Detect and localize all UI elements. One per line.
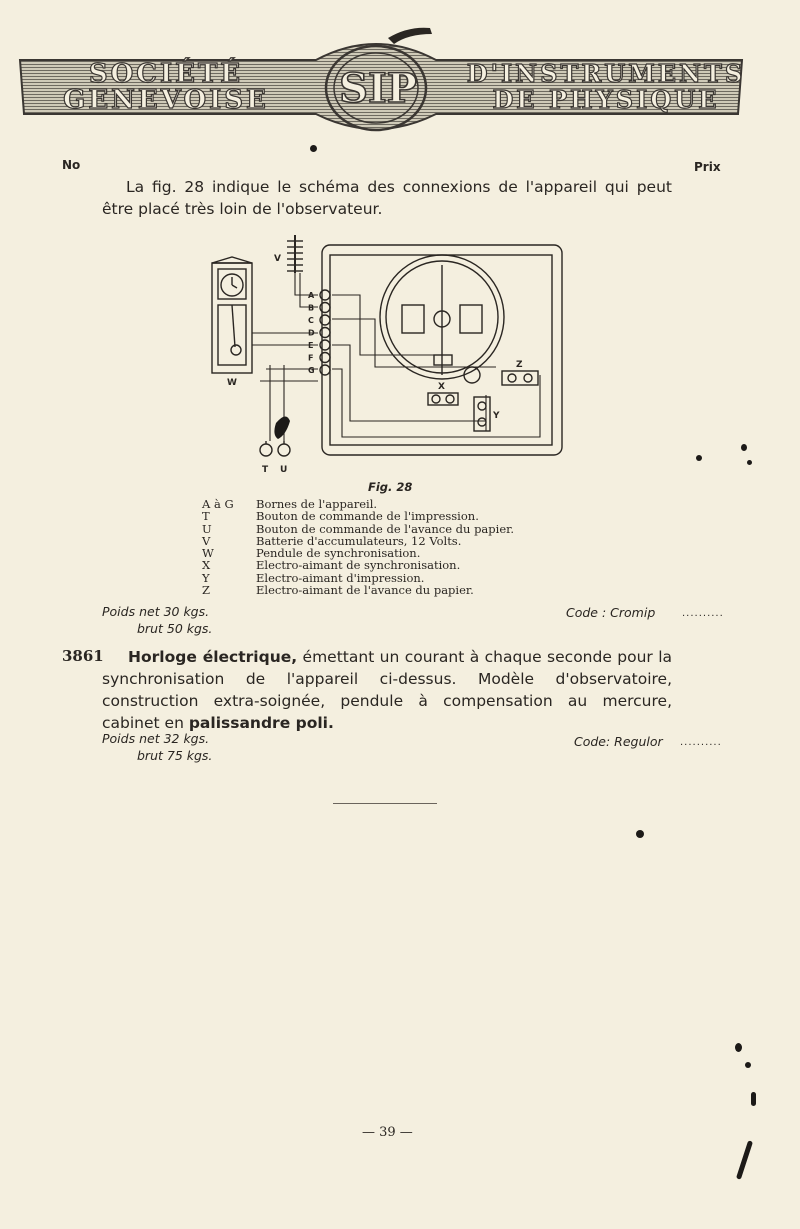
terminal-label-d: D xyxy=(308,328,315,338)
label-t: T xyxy=(262,465,269,475)
electromagnet-y xyxy=(474,397,490,431)
item1-price-dots: .......... xyxy=(682,608,724,619)
label-w: W xyxy=(227,378,237,388)
separator-rule xyxy=(333,803,437,804)
price-column-label: Prix xyxy=(694,160,721,174)
label-v: V xyxy=(274,254,281,264)
header-banner xyxy=(16,22,746,140)
legend-key: Y xyxy=(202,570,210,585)
header-right-line2: DE PHYSIQUE xyxy=(492,85,720,114)
item2-number: 3861 xyxy=(62,647,104,665)
figure-legend xyxy=(196,498,514,596)
legend-text: Bornes de l'appareil. xyxy=(256,497,378,511)
legend-key: V xyxy=(202,533,211,548)
scan-speck xyxy=(741,444,747,451)
page-number: — 39 — xyxy=(362,1125,413,1140)
legend-key: T xyxy=(202,509,210,524)
item2-description-text: émettant un courant à chaque seconde pour la synchronisation de l'appareil ci-dessus. Modèle d'observatoire, construction extra-soignée, pendule à compensation au mercure, cabinet en xyxy=(102,648,673,732)
push-button-u xyxy=(278,441,290,456)
scan-speck xyxy=(745,1062,751,1068)
label-x: X xyxy=(438,382,445,392)
header-left-line1: SOCIÉTÉ xyxy=(88,59,244,89)
item1-weight-net: Poids net 30 kgs. xyxy=(102,604,210,619)
legend-text: Bouton de commande de l'avance du papier. xyxy=(256,521,515,536)
scan-speck xyxy=(736,1140,753,1180)
legend-key: X xyxy=(202,558,211,573)
legend-text: Bouton de commande de l'impression. xyxy=(256,509,479,524)
pendulum-clock-w xyxy=(212,257,252,373)
legend-row xyxy=(196,510,514,522)
legend-text: Electro-aimant d'impression. xyxy=(256,570,425,585)
legend-key: Z xyxy=(202,583,210,598)
electromagnet-x xyxy=(428,393,458,405)
item1-code: Code : Cromip xyxy=(566,605,656,620)
item2-price-dots: .......... xyxy=(680,737,722,748)
push-button-t xyxy=(260,441,272,456)
wiring-diagram xyxy=(200,225,570,485)
label-z: Z xyxy=(516,360,523,370)
scan-speck xyxy=(696,455,702,461)
header-logo: SIP xyxy=(339,65,417,112)
item2-code: Code: Regulor xyxy=(574,734,663,749)
terminal-label-e: E xyxy=(308,341,314,350)
terminal-label-c: C xyxy=(308,316,314,325)
intro-paragraph: La fig. 28 indique le schéma des connexions de l'appareil qui peut être placé très loin de l'observateur. xyxy=(102,178,672,218)
item2-description-tail: palissandre poli. xyxy=(188,714,334,732)
item2-weight-brut: brut 75 kgs. xyxy=(137,748,213,763)
item2-description xyxy=(102,646,672,734)
rotor-contact xyxy=(464,367,480,383)
scan-speck xyxy=(636,830,644,838)
item2-weights xyxy=(102,730,212,764)
scan-speck xyxy=(735,1043,742,1052)
header-right-line1: D'INSTRUMENTS xyxy=(466,59,746,88)
battery-v xyxy=(287,235,303,273)
item1-weights xyxy=(102,603,212,637)
legend-text: Batterie d'accumulateurs, 12 Volts. xyxy=(256,533,462,548)
header-left-line2: GENEVOISE xyxy=(63,85,269,115)
legend-text: Pendule de synchronisation. xyxy=(256,546,421,561)
ink-blot xyxy=(274,416,290,439)
scan-speck xyxy=(310,145,317,152)
item2-title: Horloge électrique, xyxy=(128,648,298,666)
terminal-label-f: F xyxy=(308,353,314,363)
terminal-label-a: A xyxy=(308,291,315,300)
legend-text: Electro-aimant de l'avance du papier. xyxy=(256,583,474,598)
scan-speck xyxy=(747,460,752,465)
figure-caption: Fig. 28 xyxy=(368,480,413,494)
legend-key: W xyxy=(202,546,214,561)
terminal-label-g: G xyxy=(308,366,315,375)
label-y: Y xyxy=(493,411,500,421)
item2-weight-net: Poids net 32 kgs. xyxy=(102,731,210,746)
terminal-label-b: B xyxy=(308,303,315,313)
legend-key: U xyxy=(202,521,212,536)
legend-row xyxy=(196,559,514,571)
legend-text: Electro-aimant de synchronisation. xyxy=(256,558,461,573)
scan-speck xyxy=(751,1092,756,1106)
ink-stroke-mark xyxy=(388,28,432,44)
number-column-label: No xyxy=(62,158,81,172)
electromagnet-z xyxy=(502,371,538,385)
label-u: U xyxy=(280,465,288,475)
legend-key: A à G xyxy=(202,497,234,511)
legend-row xyxy=(196,584,514,596)
item1-weight-brut: brut 50 kgs. xyxy=(137,621,213,636)
